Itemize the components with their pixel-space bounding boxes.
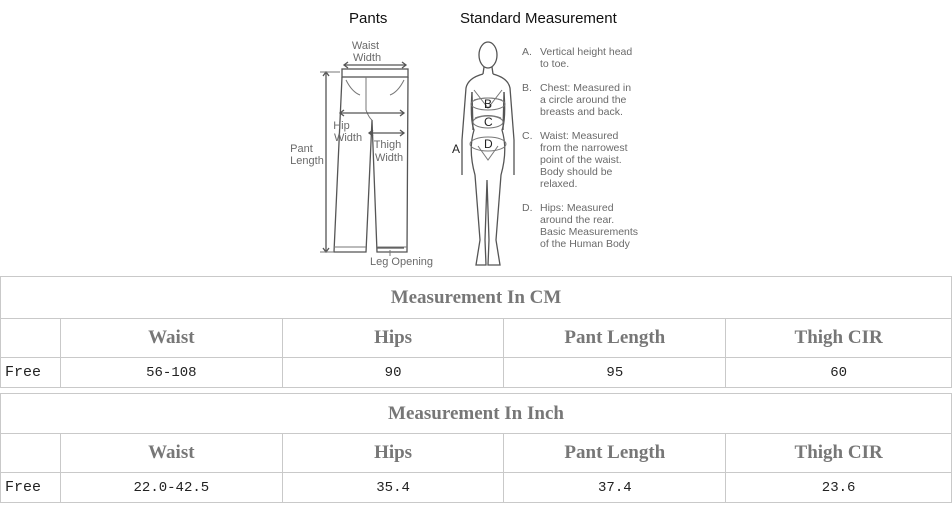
cell-pant-length-inch: 37.4 [504,473,726,503]
column-header-waist: Waist [60,319,282,358]
pants-title: Pants [349,10,388,27]
column-header-pant-length: Pant Length [504,319,726,358]
column-header-waist: Waist [60,434,282,473]
row-label-free: Free [1,473,61,503]
column-header-thigh-cir: Thigh CIR [726,319,952,358]
body-figure-illustration [462,42,514,265]
note-b: B. Chest: Measured in a circle around the breasts and back. [522,82,632,118]
leg-opening-label: Leg Opening [370,256,433,268]
inch-measurement-table [0,393,952,503]
column-header-hips: Hips [282,434,504,473]
waist-width-label: Waist Width [351,40,382,64]
cell-waist-inch: 22.0-42.5 [60,473,282,503]
cell-hips-cm: 90 [282,358,504,388]
cell-hips-inch: 35.4 [282,473,504,503]
table-title-inch: Measurement In Inch [1,394,952,434]
column-header-hips: Hips [282,319,504,358]
corner-cell [1,319,61,358]
note-d: D. Hips: Measured around the rear. Basic Measurements of the Human Body [522,202,639,250]
column-header-pant-length: Pant Length [504,434,726,473]
body-letter-b: B [484,97,493,111]
cm-measurement-table [0,276,952,388]
corner-cell [1,434,61,473]
standard-measurement-title: Standard Measurement [460,10,617,27]
cell-waist-cm: 56-108 [60,358,282,388]
body-letter-d: D [484,137,493,151]
body-letter-c: C [484,115,493,129]
pant-length-label: Pant Length [290,143,324,167]
body-letter-a: A [452,142,461,156]
note-c: C. Waist: Measured from the narrowest point of the waist. Body should be relaxed. [522,130,628,190]
thigh-width-label: Thigh Width [373,139,404,164]
cell-thigh-cir-inch: 23.6 [726,473,952,503]
cell-pant-length-cm: 95 [504,358,726,388]
table-title-cm: Measurement In CM [1,277,952,319]
column-header-thigh-cir: Thigh CIR [726,434,952,473]
row-label-free: Free [1,358,61,388]
cell-thigh-cir-cm: 60 [726,358,952,388]
note-a: A. Vertical height head to toe. [522,46,633,70]
hip-width-label: Hip Width [333,120,363,144]
